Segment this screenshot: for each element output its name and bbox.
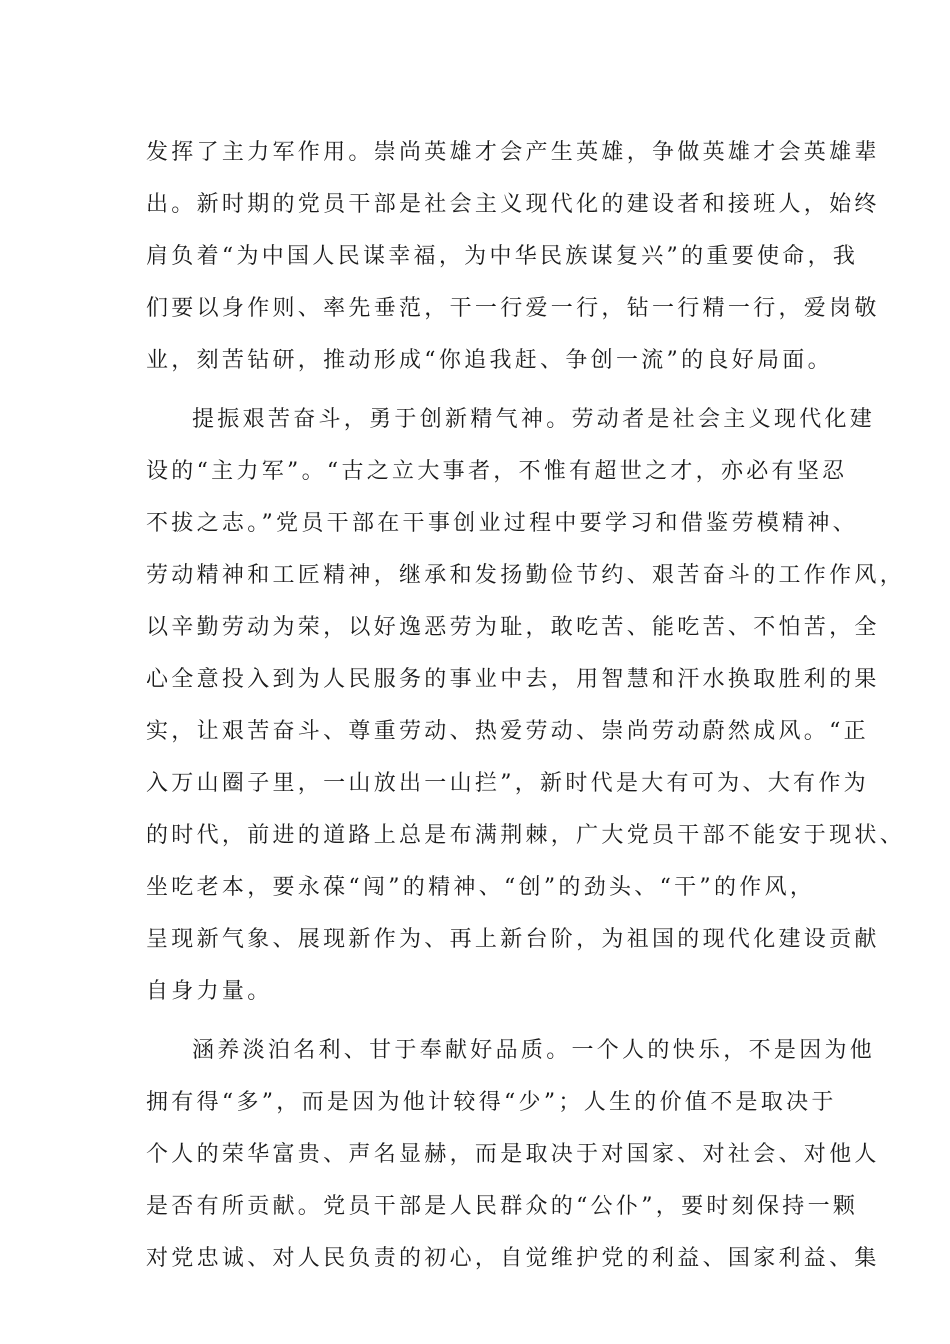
- text-line: 劳动精神和工匠精神，继承和发扬勤俭节约、艰苦奋斗的工作作风，: [146, 563, 906, 588]
- text-line: 呈现新气象、展现新作为、再上新台阶，为祖国的现代化建设贡献: [146, 927, 880, 952]
- text-line: 设的“主力军”。“古之立大事者，不惟有超世之才，亦必有坚忍: [146, 459, 848, 484]
- text-line: 涵养淡泊名利、甘于奉献好品质。一个人的快乐，不是因为他: [192, 1038, 876, 1063]
- paragraph-2: [146, 394, 906, 1018]
- paragraph-1: [146, 127, 880, 387]
- text-line: 发挥了主力军作用。崇尚英雄才会产生英雄，争做英雄才会英雄辈: [146, 140, 880, 165]
- text-line: 业，刻苦钻研，推动形成“你追我赶、争创一流”的良好局面。: [146, 348, 833, 373]
- text-line: 出。新时期的党员干部是社会主义现代化的建设者和接班人，始终: [146, 192, 880, 217]
- text-line: 对党忠诚、对人民负责的初心，自觉维护党的利益、国家利益、集: [146, 1246, 880, 1271]
- text-line: 个人的荣华富贵、声名显赫，而是取决于对国家、对社会、对他人: [146, 1142, 880, 1167]
- text-line: 以辛勤劳动为荣，以好逸恶劳为耻，敢吃苦、能吃苦、不怕苦，全: [146, 615, 880, 640]
- text-line: 提振艰苦奋斗，勇于创新精气神。劳动者是社会主义现代化建: [192, 407, 876, 432]
- text-line: 是否有所贡献。党员干部是人民群众的“公仆”，要时刻保持一颗: [146, 1194, 859, 1219]
- text-line: 不拔之志。”党员干部在干事创业过程中要学习和借鉴劳模精神、: [146, 511, 858, 536]
- text-line: 肩负着“为中国人民谋幸福，为中华民族谋复兴”的重要使命，我: [146, 244, 859, 269]
- text-line: 心全意投入到为人民服务的事业中去，用智慧和汗水换取胜利的果: [146, 667, 880, 692]
- paragraph-3: [146, 1025, 880, 1285]
- text-line: 自身力量。: [146, 979, 273, 1004]
- text-line: 坐吃老本，要永葆“闯”的精神、“创”的劲头、“干”的作风，: [146, 875, 816, 900]
- text-line: 们要以身作则、率先垂范，干一行爱一行，钻一行精一行，爱岗敬: [146, 296, 880, 321]
- text-line: 入万山圈子里，一山放出一山拦”，新时代是大有可为、大有作为: [146, 771, 869, 796]
- text-line: 实，让艰苦奋斗、尊重劳动、热爱劳动、崇尚劳动蔚然成风。“正: [146, 719, 869, 744]
- text-line: 拥有得“多”，而是因为他计较得“少”；人生的价值不是取决于: [146, 1090, 837, 1115]
- text-line: 的时代，前进的道路上总是布满荆棘，广大党员干部不能安于现状、: [146, 823, 906, 848]
- body-text: [146, 127, 906, 1285]
